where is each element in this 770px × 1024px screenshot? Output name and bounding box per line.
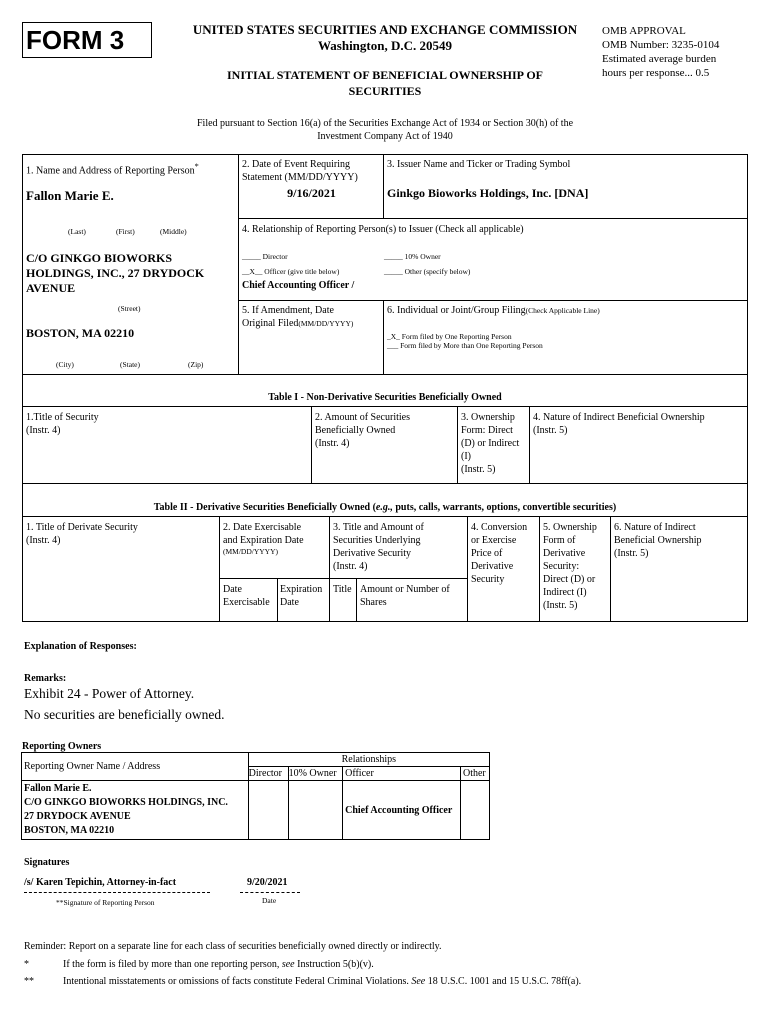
label-last: (Last)	[68, 227, 86, 236]
t2-sub-exp	[280, 583, 322, 609]
t1c4-l2: (Instr. 5)	[533, 425, 568, 436]
fn2-pre: Intentional misstatements or omissions of facts constitute Federal Criminal Violations.	[63, 976, 412, 987]
owner-addr-1: C/O GINKGO BIOWORKS HOLDINGS, INC.	[24, 797, 228, 808]
t2-sub-amount	[360, 583, 450, 609]
table-2-col-ownership	[543, 521, 597, 612]
box1-star: *	[194, 162, 199, 171]
table-2-title	[22, 501, 748, 514]
table-2-col-title	[26, 521, 138, 547]
t2c5-l3: Derivative	[543, 548, 586, 559]
t2c4-l5: Security	[471, 574, 505, 585]
footnote-2	[63, 975, 581, 988]
owner-row-name	[22, 781, 249, 840]
agency-name: UNITED STATES SECURITIES AND EXCHANGE COMMISSION	[192, 22, 578, 37]
form-title-line2: SECURITIES	[348, 84, 422, 98]
owners-col-name: Reporting Owner Name / Address	[22, 753, 249, 781]
signatures-heading: Signatures	[24, 857, 70, 868]
checkbox-other[interactable]: _____ Other (specify below)	[384, 267, 471, 276]
table-2-col-nature	[614, 521, 701, 560]
footnote-star-2: **	[24, 976, 34, 987]
remark-2: No securities are beneficially owned.	[24, 707, 225, 722]
omb-burden-2	[602, 66, 762, 80]
street-line-3: AVENUE	[26, 281, 76, 295]
t2c3-l4: (Instr. 4)	[333, 561, 368, 572]
t2-sub-exp-1: Expiration	[280, 584, 323, 595]
owners-col-other: Other	[460, 767, 489, 781]
t2c1-l2: (Instr. 4)	[26, 535, 61, 546]
t1c1-l1: 1.Title of Security	[26, 412, 99, 423]
omb-title: OMB APPROVAL	[602, 25, 686, 37]
t2-sub-amount-2: Shares	[360, 597, 387, 608]
t1c3-l1: 3. Ownership	[461, 412, 515, 423]
t2-sub-date-ex-1: Date	[223, 584, 242, 595]
date-label: Date	[262, 896, 277, 905]
owner-addr-2: 27 DRYDOCK AVENUE	[24, 811, 131, 822]
form-label-box	[22, 22, 152, 58]
t1c2-l2: Beneficially Owned	[315, 425, 396, 436]
t2-sub-date-ex	[223, 583, 270, 609]
t2c6-l2: Beneficial Ownership	[614, 535, 702, 546]
box5-label-text: Original Filed	[242, 318, 299, 329]
box5-label-2	[242, 317, 382, 330]
owners-heading: Reporting Owners	[22, 741, 102, 752]
table-1-col-title	[26, 411, 99, 437]
label-middle: (Middle)	[160, 227, 187, 236]
omb-approval	[602, 24, 762, 80]
owner-addr-3: BOSTON, MA 02210	[24, 825, 115, 836]
checkbox-ten-percent[interactable]: _____ 10% Owner	[384, 252, 441, 261]
t2c3-l1: 3. Title and Amount of	[333, 522, 424, 533]
t2c1-l1: 1. Title of Derivate Security	[26, 522, 138, 533]
t2c2-l1: 2. Date Exercisable	[223, 522, 302, 533]
box5-label	[242, 304, 382, 330]
checkbox-more-persons[interactable]: ___ Form filed by More than One Reporting Person	[387, 341, 543, 350]
box2-label-2: Statement (MM/DD/YYYY)	[242, 172, 358, 183]
owners-col-director: Director	[248, 767, 288, 781]
signature-mark: **	[56, 898, 64, 907]
fn1-pre: If the form is filed by more than one reporting person,	[63, 959, 282, 970]
t2c4-l4: Derivative	[471, 561, 514, 572]
owners-relationships: Relationships	[248, 753, 489, 767]
owner-officer-cell: Chief Accounting Officer	[343, 781, 461, 840]
table-2-col-dates	[223, 521, 304, 557]
agency-city: Washington, D.C. 20549	[318, 38, 452, 53]
t2c4-l3: Price of	[471, 548, 503, 559]
t2-title-post: puts, calls, warrants, options, convertible securities)	[392, 502, 617, 513]
table-2-col-conversion	[471, 521, 527, 586]
signature-name: /s/ Karen Tepichin, Attorney-in-fact	[24, 877, 177, 888]
box2-label	[242, 158, 382, 184]
t2c2-small: (MM/DD/YYYY)	[223, 547, 278, 556]
table-1-title: Table I - Non-Derivative Securities Beneficially Owned	[268, 392, 502, 403]
t2c4-l1: 4. Conversion	[471, 522, 528, 533]
reporting-person-name: Fallon Marie E.	[26, 188, 114, 203]
box3-label: 3. Issuer Name and Ticker or Trading Symbol	[387, 159, 571, 170]
officer-title: Chief Accounting Officer /	[242, 280, 355, 291]
table-1-col-amount	[315, 411, 410, 450]
issuer-name: Ginkgo Bioworks Holdings, Inc. [DNA]	[387, 186, 589, 200]
owners-col-officer: Officer	[343, 767, 461, 781]
t2c6-l3: (Instr. 5)	[614, 548, 649, 559]
table-2-col-underlying	[333, 521, 424, 573]
reporting-person-street	[26, 251, 238, 296]
label-first: (First)	[116, 227, 135, 236]
label-zip: (Zip)	[188, 360, 204, 369]
fn1-post: Instruction 5(b)(v).	[294, 959, 374, 970]
reminder: Reminder: Report on a separate line for each class of securities beneficially owned directly or indirectly.	[24, 941, 442, 952]
box6-label-small: (Check Applicable Line)	[525, 306, 600, 315]
omb-burden-1: Estimated average burden	[602, 53, 717, 65]
remark-1: Exhibit 24 - Power of Attorney.	[24, 686, 195, 701]
t2c2-l2: and Expiration Date	[223, 535, 304, 546]
owners-table	[21, 752, 490, 840]
omb-burden-text: hours per response...	[602, 67, 693, 79]
fn2-post: 18 U.S.C. 1001 and 15 U.S.C. 78ff(a).	[425, 976, 582, 987]
box1-label-text: 1. Name and Address of Reporting Person	[26, 165, 195, 177]
owner-director-cell	[248, 781, 288, 840]
omb-number: OMB Number: 3235-0104	[602, 39, 720, 51]
t2c4-l2: or Exercise	[471, 535, 517, 546]
label-street: (Street)	[118, 304, 141, 313]
remarks-heading: Remarks:	[24, 673, 67, 684]
omb-hours: 0.5	[695, 67, 710, 79]
box2-label-1: 2. Date of Event Requiring	[242, 159, 351, 170]
t1c2-l1: 2. Amount of Securities	[315, 412, 410, 423]
form-label: FORM 3	[26, 25, 125, 55]
t1c4-l1: 4. Nature of Indirect Beneficial Ownership	[533, 412, 705, 423]
owner-ten-pct-cell	[288, 781, 343, 840]
t1c2-l3: (Instr. 4)	[315, 438, 350, 449]
t1c3-l4: (I)	[461, 451, 471, 462]
t1c3-l5: (Instr. 5)	[461, 464, 496, 475]
owner-other-cell	[460, 781, 489, 840]
fn1-em: see	[281, 959, 295, 970]
t2-title-em: e.g.,	[375, 502, 393, 513]
t2c5-l4: Security:	[543, 561, 580, 572]
box6-label-text: 6. Individual or Joint/Group Filing	[387, 305, 526, 316]
t1c1-l2: (Instr. 4)	[26, 425, 61, 436]
t2c5-l2: Form of	[543, 535, 576, 546]
t2c5-l1: 5. Ownership	[543, 522, 597, 533]
checkbox-director[interactable]: _____ Director	[242, 252, 288, 261]
table-1-col-ownership	[461, 411, 519, 476]
signature-date: 9/20/2021	[247, 877, 288, 888]
t2-sub-title: Title	[333, 584, 352, 595]
t1c3-l3: (D) or Indirect	[461, 438, 520, 449]
t2c5-l7: (Instr. 5)	[543, 600, 578, 611]
box1-label	[26, 160, 236, 177]
box5-label-small: (MM/DD/YYYY)	[298, 319, 354, 328]
reporting-person-city: BOSTON, MA 02210	[26, 326, 135, 340]
footnote-1	[63, 958, 374, 971]
t2c5-l6: Indirect (I)	[543, 587, 587, 598]
t2-title-pre: Table II - Derivative Securities Beneficially Owned (	[153, 502, 376, 513]
label-state: (State)	[120, 360, 140, 369]
footnote-star-1: *	[24, 959, 29, 970]
t2c3-l2: Securities Underlying	[333, 535, 421, 546]
t2-sub-date-ex-2: Exercisable	[223, 597, 270, 608]
owner-name: Fallon Marie E.	[24, 783, 92, 794]
street-line-1: C/O GINKGO BIOWORKS	[26, 251, 173, 265]
box5-label-1: 5. If Amendment, Date	[242, 305, 334, 316]
filed-pursuant-2: Investment Company Act of 1940	[317, 131, 453, 142]
box4-label: 4. Relationship of Reporting Person(s) to Issuer (Check all applicable)	[242, 224, 524, 235]
label-city: (City)	[56, 360, 74, 369]
street-line-2: HOLDINGS, INC., 27 DRYDOCK	[26, 266, 205, 280]
explanation-heading: Explanation of Responses:	[24, 641, 137, 652]
t2-sub-amount-1: Amount or Number of	[360, 584, 450, 595]
t2-sub-exp-2: Date	[280, 597, 299, 608]
signature-label-text: Signature of Reporting Person	[63, 898, 155, 907]
box6-label	[387, 304, 747, 317]
t1c3-l2: Form: Direct	[461, 425, 513, 436]
form-title-line1: INITIAL STATEMENT OF BENEFICIAL OWNERSHIP OF	[227, 68, 543, 82]
filed-pursuant-1: Filed pursuant to Section 16(a) of the Securities Exchange Act of 1934 or Section 30(h) of the	[196, 118, 574, 129]
t2c6-l1: 6. Nature of Indirect	[614, 522, 696, 533]
owners-col-ten-pct: 10% Owner	[288, 767, 343, 781]
t2c5-l5: Direct (D) or	[543, 574, 596, 585]
checkbox-one-person[interactable]: _X_ Form filed by One Reporting Person	[387, 332, 512, 341]
checkbox-officer[interactable]: __X__ Officer (give title below)	[242, 267, 340, 276]
table-1-col-nature	[533, 411, 705, 437]
signature-label	[56, 898, 155, 908]
event-date: 9/16/2021	[287, 186, 336, 200]
t2c3-l3: Derivative Security	[333, 548, 412, 559]
fn2-em: See	[411, 976, 426, 987]
